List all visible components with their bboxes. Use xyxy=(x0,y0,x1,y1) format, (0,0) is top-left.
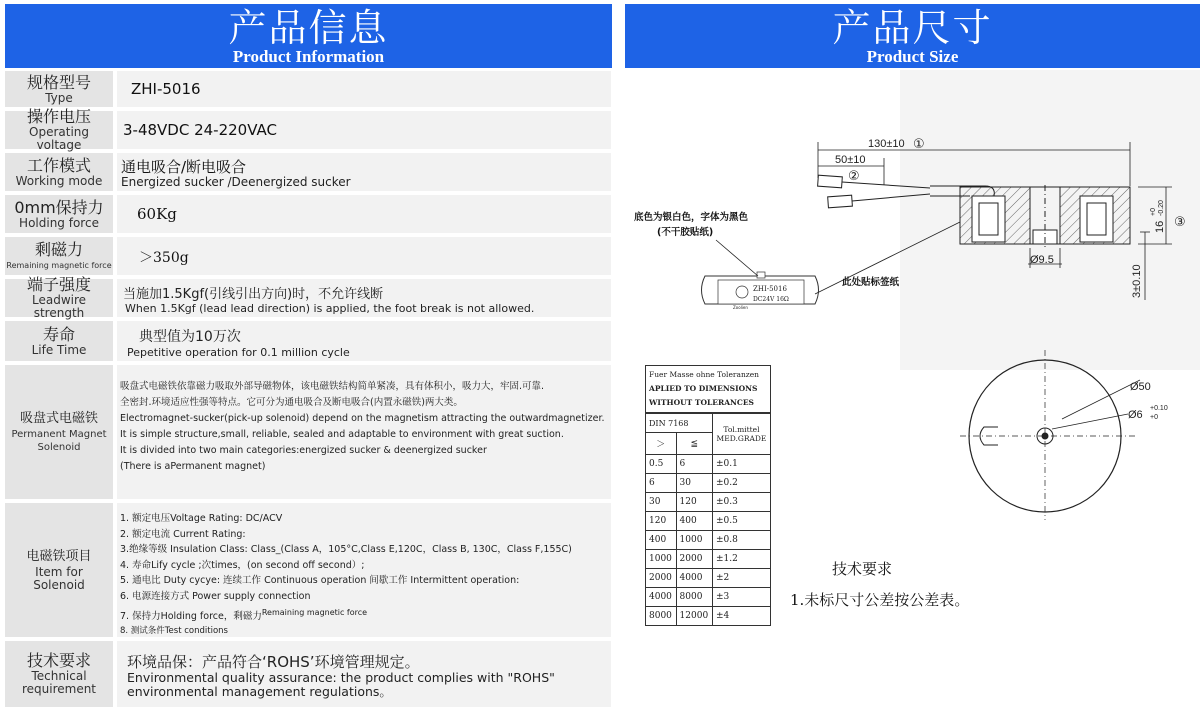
value-en: Pepetitive operation for 0.1 million cycle xyxy=(127,346,350,359)
spec-row-leadwire xyxy=(5,275,611,320)
value: 3-48VDC 24-220VAC xyxy=(123,121,277,139)
table-row: 8000 12000 ±4 xyxy=(646,607,771,626)
din-label: DIN 7168 xyxy=(646,414,713,433)
value: ZHI-5016 xyxy=(131,80,201,98)
label-en: Leadwire strength xyxy=(31,293,87,320)
remaining-note: Remaining magnetic force xyxy=(261,607,368,617)
label-en: Permanent Magnet Solenoid xyxy=(11,429,107,453)
dim-circle-1: ① xyxy=(913,137,925,152)
sticker-spec: DC24V 16Ω xyxy=(753,296,789,303)
value-en: Environmental quality assurance: the product complies with "ROHS" environmental management regulations。 xyxy=(127,670,555,699)
value: ＞350g xyxy=(139,250,189,266)
value-zh: 通电吸合/断电吸合 xyxy=(121,158,247,176)
item-line: 8. 测试条件Test conditions xyxy=(120,626,228,637)
tolerance-table xyxy=(645,365,771,626)
top-view xyxy=(960,350,1140,520)
label-zh: 端子强度 xyxy=(26,275,91,294)
spec-row-mode xyxy=(5,153,611,191)
label-zh: 0mm保持力 xyxy=(14,197,104,217)
header-title-zh: 产品信息 xyxy=(228,6,389,50)
table-row: 4000 8000 ±3 xyxy=(646,588,771,607)
label-en: Technical requirement xyxy=(21,669,97,696)
item-line: 4. 寿命Lify cycle ;次times，(on second off second）; xyxy=(120,559,365,571)
dim-3: 3±0.10 xyxy=(1131,264,1143,298)
header-title-zh: 产品尺寸 xyxy=(832,6,993,50)
table-row: 120 400 ±0.5 xyxy=(646,512,771,531)
label-en: Item for Solenoid xyxy=(33,565,85,592)
label-zh: 规格型号 xyxy=(26,72,91,92)
table-row: 30 120 ±0.3 xyxy=(646,493,771,512)
value-zh: 典型值为10万次 xyxy=(139,329,241,345)
note-label-here: 此处贴标签纸 xyxy=(842,277,900,288)
label-en: Operating voltage xyxy=(29,125,89,152)
product-information-header xyxy=(5,4,612,68)
dim-phi6: Ø6 xyxy=(1128,409,1143,421)
item-line: 6. 电源连接方式 Power supply connection xyxy=(120,590,311,602)
spec-row-remanence xyxy=(5,237,611,275)
sticker-brand: Zoolien xyxy=(733,305,748,310)
dim-130: 130±10 xyxy=(868,138,905,150)
tol-6-lower: +0 xyxy=(1150,414,1158,421)
label-en: Holding force xyxy=(19,215,99,230)
label-zh: 技术要求 xyxy=(26,651,91,670)
label-zh: 工作模式 xyxy=(26,155,91,175)
spec-row-holding-force xyxy=(5,195,611,233)
dim-phi50: Ø50 xyxy=(1130,381,1151,393)
table-row: 400 1000 ±0.8 xyxy=(646,531,771,550)
product-size-header xyxy=(625,4,1200,68)
tech-req-line: 1.未标尺寸公差按公差表。 xyxy=(790,591,970,609)
value-en: When 1.5Kgf (lead lead direction) is applied, the foot break is not allowed. xyxy=(125,302,535,315)
dim-50: 50±10 xyxy=(835,154,866,166)
header-le: ≦ xyxy=(676,433,712,455)
label-en: Type xyxy=(45,90,73,105)
label-en: Life Time xyxy=(31,342,87,357)
desc-line: 全密封.环境适应性强等特点。它可分为通电吸合及断电吸合(内置永磁铁)两大类。 xyxy=(120,397,463,408)
description-text xyxy=(120,379,605,475)
label-zh: 剩磁力 xyxy=(34,239,83,259)
desc-line: Electromagnet-sucker(pick-up solenoid) depend on the magnetism attracting the outwardmagnetizer. xyxy=(120,413,605,424)
label-zh: 操作电压 xyxy=(26,107,91,126)
items-list xyxy=(120,511,572,640)
tol-16-upper: +0 xyxy=(1150,208,1157,216)
spec-row-voltage xyxy=(5,107,611,152)
value-zh: 当施加1.5Kgf(引线引出方向)时，不允许线断 xyxy=(123,287,384,302)
spec-row-solenoid-items xyxy=(5,503,611,637)
dim-16: 16 xyxy=(1154,220,1166,233)
dim-circle-2: ② xyxy=(848,169,860,184)
note-background: 底色为银白色，字体为黑色 xyxy=(634,212,749,223)
label-zh: 寿命 xyxy=(42,324,75,344)
table-row: 1000 2000 ±1.2 xyxy=(646,550,771,569)
item-line: 7. 保持力Holding force，剩磁力$^{Remaining magnetic force}$ xyxy=(120,607,368,622)
tolerance-grid xyxy=(645,413,771,626)
desc-line: It is simple structure,small, reliable, sealed and adaptable to environment with great suction. xyxy=(120,429,564,440)
desc-line: (There is aPermanent magnet) xyxy=(120,461,266,472)
label-en: Remaining magnetic force xyxy=(6,260,112,270)
value: 60Kg xyxy=(137,205,177,223)
tol-16-lower: -0.20 xyxy=(1158,200,1165,216)
tech-req-title: 技术要求 xyxy=(832,560,893,578)
desc-line: 吸盘式电磁铁依靠磁力吸取外部导磁物体，该电磁铁结构简单紧凑，具有体积小，吸力大，牢固.可靠. xyxy=(120,381,545,392)
table-row: 0.5 6 ±0.1 xyxy=(646,455,771,474)
item-line: 2. 额定电流 Current Rating: xyxy=(120,528,246,540)
table-row: 6 30 ±0.2 xyxy=(646,474,771,493)
label-zh: 电磁铁项目 xyxy=(26,549,92,564)
label-zh: 吸盘式电磁铁 xyxy=(19,411,98,426)
note-background-sub: (不干胶贴纸) xyxy=(657,227,714,238)
sticker-model: ZHI-5016 xyxy=(753,285,787,293)
item-line: 3.绝缘等级 Insulation Class: Class_(Class A，105°C,Class E,120C，Class B, 130C，Class F,155C) xyxy=(120,544,572,556)
tolerance-title: Fuer Masse ohne Toleranzen APLIED TO DIMENSIONS WITHOUT TOLERANCES xyxy=(645,365,771,413)
item-line: 1. 额定电压Voltage Rating: DC/ACV xyxy=(120,513,283,524)
header-gt: ＞ xyxy=(646,433,677,455)
tol-6-upper: +0.10 xyxy=(1150,405,1168,412)
spec-row-permanent-magnet xyxy=(5,365,611,499)
value-zh: 环境品保：产品符合‘ROHS’环境管理规定。 xyxy=(127,653,420,671)
grade-header: Tol.mittel MED.GRADE xyxy=(712,414,770,455)
header-title-en: Product Information xyxy=(232,47,385,66)
dim-9-5: Ø9.5 xyxy=(1030,254,1054,266)
spec-row-type xyxy=(5,71,611,107)
spec-row-technical xyxy=(5,641,611,707)
desc-line: It is divided into two main categories:energized sucker & deenergized sucker xyxy=(120,445,487,456)
value-en: Energized sucker /Deenergized sucker xyxy=(121,175,351,189)
dim-circle-3: ③ xyxy=(1174,215,1186,230)
item-line: 5. 通电比 Duty cycye: 连续工作 Continuous operation 间歇工作 Intermittent operation: xyxy=(120,575,520,587)
label-en: Working mode xyxy=(15,173,103,188)
header-title-en: Product Size xyxy=(866,47,959,66)
spec-row-life xyxy=(5,321,611,361)
table-row: 2000 4000 ±2 xyxy=(646,569,771,588)
